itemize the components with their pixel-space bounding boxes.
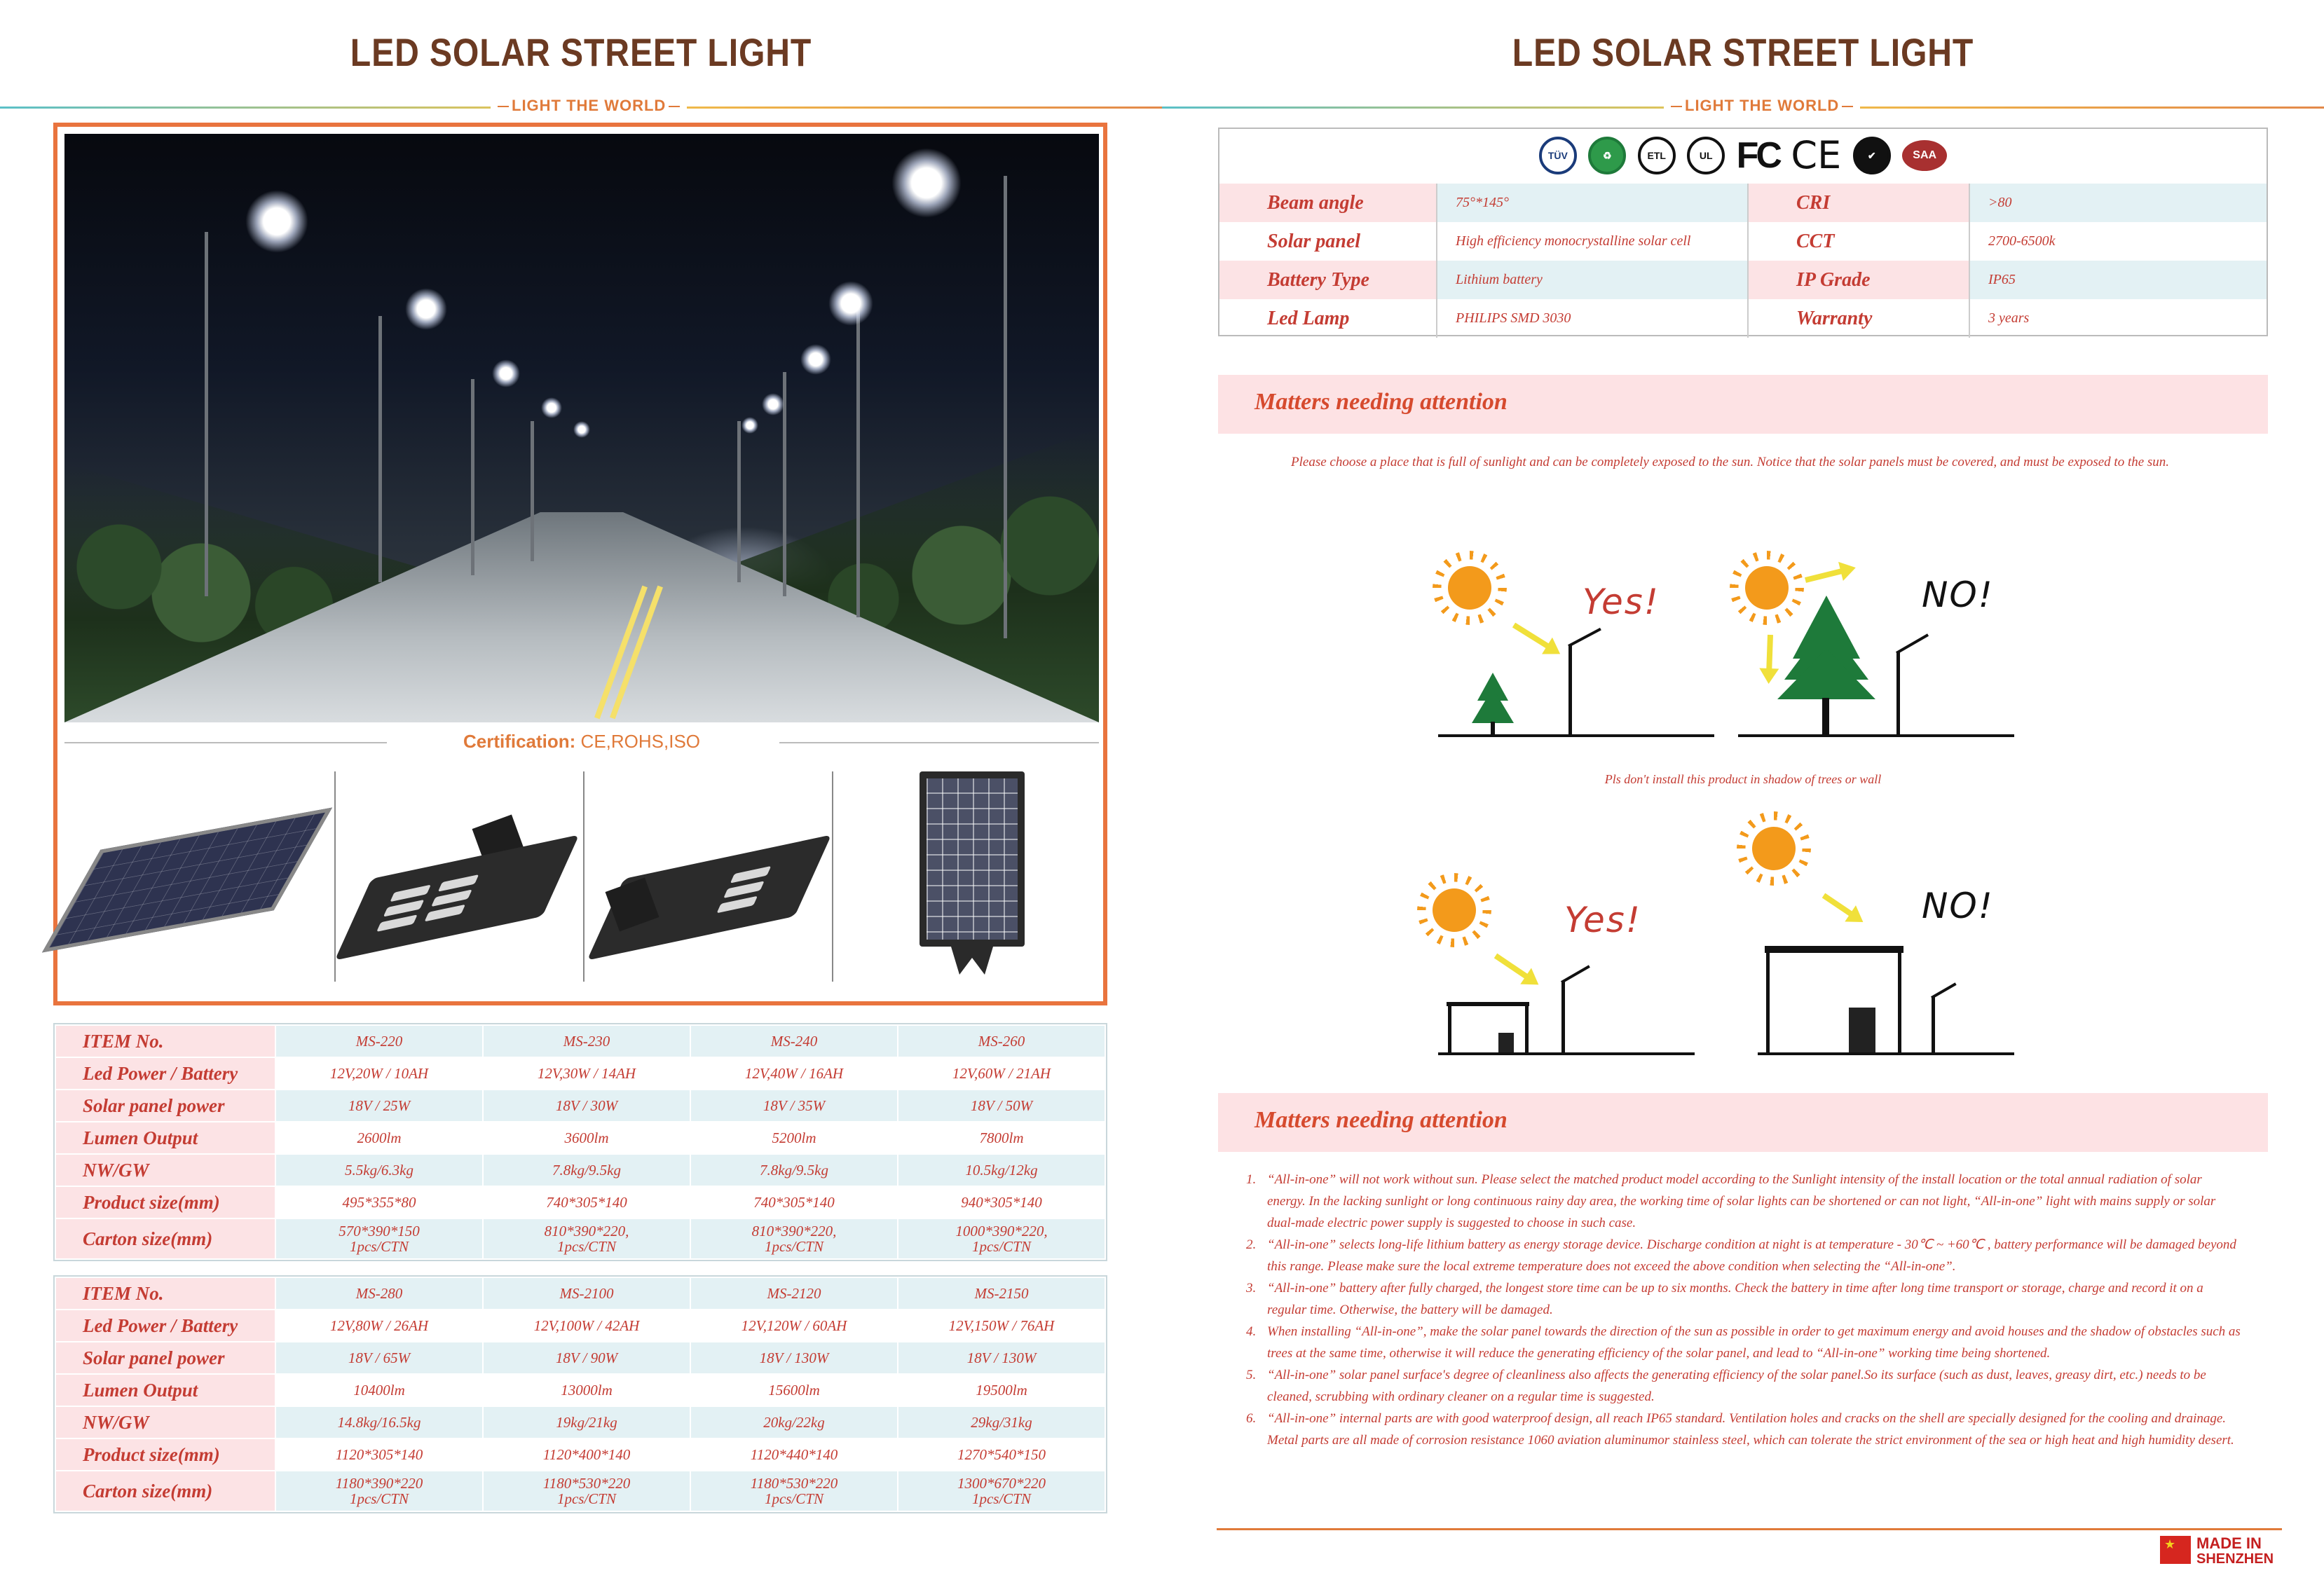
list-item: 4. When installing “All-in-one”, make the solar panel towards the direction of the sun as possible in order to get maximum energy and avoid houses and the shadow of obstacles such as trees at the same time, otherwise it will reduce the generating efficiency of the solar panel, and lead to “All-in-one” working time being shortened. [1246,1324,2241,1361]
table-cell: 12V,30W / 14AH [483,1057,690,1090]
list-item: 6. “All-in-one” internal parts are with good waterproof design, all reach IP65 standard. Ventilation holes and cracks on the shell are specially designed for the cooling and drainage. Metal parts are all made of corrosion resistance 1060 aviation aluminumor stainless steel, which can tolerate the strict environment of the sea or high heat and high humidity desert. [1246,1411,2234,1448]
china-flag-icon [2160,1536,2191,1564]
product-image-solar-panel [64,764,310,975]
table-cell: 1300*670*220 1pcs/CTN [898,1471,1105,1511]
table-cell: 12V,150W / 76AH [898,1310,1105,1342]
page-title: LED SOLAR STREET LIGHT [350,30,812,74]
street-light-pole-icon [1561,981,1565,1054]
street-light-pole-icon [1932,996,1935,1054]
table-cell: 810*390*220, 1pcs/CTN [483,1218,690,1259]
placement-note: Please choose a place that is full of sunlight and can be completely exposed to the sun. Notice that the solar panels must be covered, and must be exposed to the sun. [1291,455,2170,469]
attribute-row: Led Lamp PHILIPS SMD 3030 Warranty 3 years [1219,299,2267,338]
table-row [55,1122,1105,1154]
table-cell: 1180*390*220 1pcs/CTN [275,1471,483,1511]
table-cell: 5.5kg/6.3kg [275,1154,483,1186]
product-image-panel-upright [842,764,1088,975]
page-subtitle: LIGHT THE WORLD [1664,97,1860,115]
list-item: 3. “All-in-one” battery after fully charged, the longest store time can be up to six months. Check the battery in time after long time transport or storage, charge and record it on a regular time. Otherwise, the battery will be damaged. [1246,1281,2203,1317]
table-row [55,1310,1105,1342]
table-cell: 10400lm [275,1374,483,1406]
table-cell: 5200lm [690,1122,898,1154]
table-cell: 3600lm [483,1122,690,1154]
certification-label: Certification: [463,731,576,752]
row-label: ITEM No. [55,1025,275,1057]
yes-label: Yes! [1564,900,1641,940]
row-label: Lumen Output [55,1122,275,1154]
table-cell: 940*305*140 [898,1186,1105,1218]
small-tree-icon [1472,673,1514,736]
list-item: 2. “All-in-one” selects long-life lithium battery as energy storage device. Discharge condition at night is at temperature - 30℃ ~ +60℃ , battery performance will be damaged beyond this range. Please make sure the local extreme temperature does not exceed the above condition when selecting the “All-in-one”. [1246,1237,2236,1274]
row-label: Carton size(mm) [55,1218,275,1259]
page-subtitle: LIGHT THE WORLD [491,97,687,115]
table-cell: 1120*440*140 [690,1438,898,1471]
tuv-icon: TÜV [1539,137,1577,174]
street-light-pole-icon [1896,652,1900,736]
ce-icon: CE [1791,133,1842,177]
row-label: NW/GW [55,1154,275,1186]
sun-icon [1752,827,1796,870]
table-row [55,1277,1105,1310]
table-cell: 29kg/31kg [898,1406,1105,1438]
table-cell: 570*390*150 1pcs/CTN [275,1218,483,1259]
fcc-icon: FC [1736,135,1779,176]
table-row [55,1218,1105,1259]
table-cell: 12V,40W / 16AH [690,1057,898,1090]
sun-icon [1448,566,1491,610]
table-cell: 20kg/22kg [690,1406,898,1438]
table-cell: 18V / 130W [690,1342,898,1374]
table-cell: 18V / 50W [898,1090,1105,1122]
certification-value: CE,ROHS,ISO [580,731,701,752]
certification-icons [1219,133,2267,185]
table-cell: 7.8kg/9.5kg [690,1154,898,1186]
table-cell: MS-2100 [483,1277,690,1310]
large-tree-icon [1777,596,1875,736]
table-cell: 1120*400*140 [483,1438,690,1471]
table-cell: 18V / 35W [690,1090,898,1122]
list-item: 1. “All-in-one” will not work without sun. Please select the matched product model according to the Sunlight intensity of the install location or the total annual radiation of solar energy. In the lacking sunlight or long continuous rainy day area, the working time of solar lights can be shortened or can not light, “All-in-one” light with mains supply or solar dual-made electric power supply is suggested to choose in such case. [1246,1172,2216,1230]
table-cell: 1120*305*140 [275,1438,483,1471]
table-cell: 18V / 90W [483,1342,690,1374]
table-cell: MS-2150 [898,1277,1105,1310]
table-cell: 18V / 130W [898,1342,1105,1374]
attribute-row: Battery Type Lithium battery IP Grade IP65 [1219,261,2267,299]
table-cell: 12V,120W / 60AH [690,1310,898,1342]
row-label: Carton size(mm) [55,1471,275,1511]
table-cell: 13000lm [483,1374,690,1406]
table-cell: 12V,80W / 26AH [275,1310,483,1342]
table-cell: 1270*540*150 [898,1438,1105,1471]
table-cell: 7800lm [898,1122,1105,1154]
product-gallery [64,764,1099,996]
row-label: Product size(mm) [55,1438,275,1471]
table-cell: MS-260 [898,1025,1105,1057]
table-row [55,1374,1105,1406]
attribute-row: Beam angle 75°*145° CRI >80 [1219,184,2267,222]
row-label: Solar panel power [55,1342,275,1374]
table-row [55,1471,1105,1511]
footer-rule [1217,1528,2282,1530]
table-cell: MS-220 [275,1025,483,1057]
table-cell: 15600lm [690,1374,898,1406]
table-cell: 18V / 30W [483,1090,690,1122]
table-row [55,1438,1105,1471]
row-label: Lumen Output [55,1374,275,1406]
page-title: LED SOLAR STREET LIGHT [1512,30,1974,74]
table-cell: 18V / 25W [275,1090,483,1122]
sunlight-arrow-icon [1822,893,1854,918]
table-cell: MS-280 [275,1277,483,1310]
installation-diagrams [1162,547,2324,1107]
no-label: NO! [1922,575,1994,615]
sunlight-arrow-icon [1512,623,1551,650]
street-light-pole-icon [1568,645,1572,736]
section-header-attention-1: Matters needing attention [1218,375,2268,434]
made-in-badge: ★ MADE IN SHENZHEN [2160,1534,2272,1568]
table-cell: 12V,20W / 10AH [275,1057,483,1090]
spec-table-2 [53,1275,1107,1513]
table-cell: 19kg/21kg [483,1406,690,1438]
table-cell: 19500lm [898,1374,1105,1406]
table-row [55,1057,1105,1090]
no-label: NO! [1922,886,1994,926]
list-item: 5. “All-in-one” solar panel surface's degree of cleanliness also affects the generating efficiency of the solar panel.So its surface (such as dust, leaves, greasy dirt, etc.) needs to be cleaned, scrubbing with ordinary cleaner on a regular time is suggested. [1246,1368,2206,1404]
row-label: NW/GW [55,1406,275,1438]
table-row [55,1186,1105,1218]
table-cell: 1180*530*220 1pcs/CTN [690,1471,898,1511]
sun-icon [1433,888,1476,932]
shadow-warning: Pls don't install this product in shadow of trees or wall [1604,772,1882,786]
table-row [55,1406,1105,1438]
check-mark-icon: ✔ [1853,137,1891,174]
table-cell: MS-230 [483,1025,690,1057]
table-row [55,1090,1105,1122]
sunlight-arrow-icon [1805,568,1844,583]
yes-label: Yes! [1583,582,1660,622]
row-label: Solar panel power [55,1090,275,1122]
attention-list [1246,1169,2241,1451]
table-cell: 495*355*80 [275,1186,483,1218]
sunlight-arrow-icon [1766,635,1773,671]
product-image-lamp-front [338,764,583,975]
specification-box [1218,128,2268,336]
table-cell: 1000*390*220, 1pcs/CTN [898,1218,1105,1259]
table-cell: MS-2120 [690,1277,898,1310]
table-cell: 810*390*220, 1pcs/CTN [690,1218,898,1259]
attribute-table [1219,184,2267,338]
table-cell: MS-240 [690,1025,898,1057]
attribute-row: Solar panel High efficiency monocrystalline solar cell CCT 2700-6500k [1219,222,2267,261]
table-cell: 1180*530*220 1pcs/CTN [483,1471,690,1511]
table-cell: 7.8kg/9.5kg [483,1154,690,1186]
table-cell: 2600lm [275,1122,483,1154]
table-cell: 740*305*140 [483,1186,690,1218]
row-label: Led Power / Battery [55,1057,275,1090]
row-label: Product size(mm) [55,1186,275,1218]
street-night-photo [64,134,1099,722]
tall-house-icon [1765,946,1903,953]
low-house-icon [1447,1002,1529,1006]
table-row [55,1025,1105,1057]
section-header-attention-2: Matters needing attention [1218,1093,2268,1152]
etl-icon: ETL [1638,137,1676,174]
spec-table-1 [53,1023,1107,1261]
saa-icon: SAA [1902,140,1947,171]
product-image-lamp-angled [590,764,835,975]
row-label: ITEM No. [55,1277,275,1310]
sunlight-arrow-icon [1494,954,1530,980]
table-cell: 10.5kg/12kg [898,1154,1105,1186]
rohs-leaf-icon: ♻ [1588,137,1626,174]
table-cell: 14.8kg/16.5kg [275,1406,483,1438]
table-row [55,1342,1105,1374]
table-cell: 740*305*140 [690,1186,898,1218]
certification-row [64,728,1099,756]
table-row [55,1154,1105,1186]
ul-icon: UL [1687,137,1725,174]
table-cell: 12V,60W / 21AH [898,1057,1105,1090]
row-label: Led Power / Battery [55,1310,275,1342]
table-cell: 18V / 65W [275,1342,483,1374]
table-cell: 12V,100W / 42AH [483,1310,690,1342]
product-showcase [53,123,1107,1005]
